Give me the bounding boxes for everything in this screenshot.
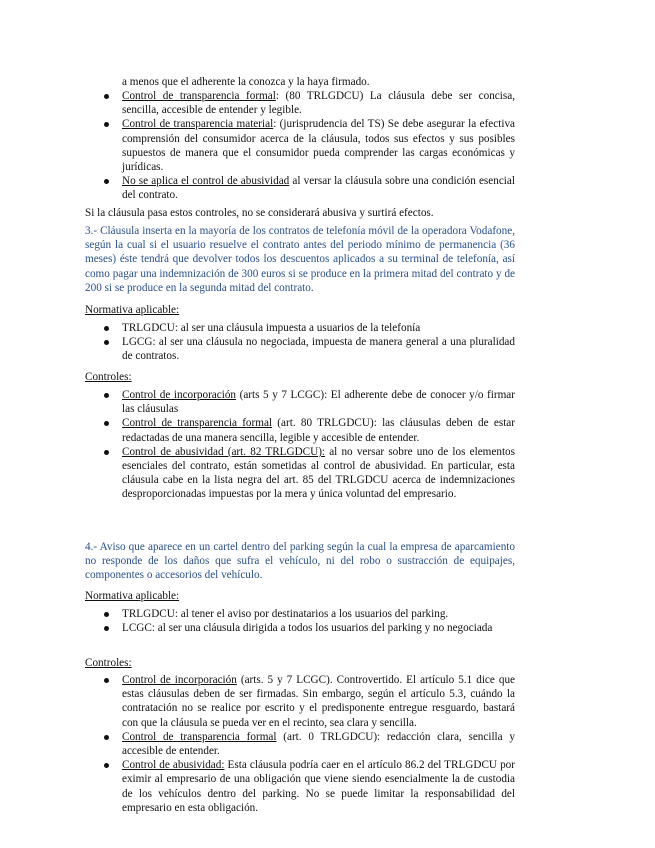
list-item: Control de transparencia material: (jurisprudencia del TS) Se debe asegurar la efectiva comprensión del consumidor acerca de la cláusula, todos sus efectos y sus posibles supuestos de manera que el consumidor pueda comprender las cargas económicas y jurídicas. — [100, 117, 515, 174]
case-3-normativa-list — [100, 321, 515, 364]
list-item: No se aplica el control de abusividad al versar la cláusula sobre una condición esencial del contrato. — [100, 174, 515, 202]
list-item: Control de abusividad (art. 82 TRLGDCU): al no versar sobre uno de los elementos esenciales del contrato, están sometidas al control de abusividad. En particular, esta cláusula cabe en la lista negra del art. 85 del TRLGDCU acerca de indemnizaciones desproporcionadas impuestas por la mera y única voluntad del empresario. — [100, 445, 515, 502]
summary-paragraph: Si la cláusula pasa estos controles, no se considerará abusiva y surtirá efectos. — [85, 207, 434, 219]
case-4-normativa-label: Normativa aplicable: — [85, 590, 180, 602]
list-item: Control de transparencia formal (art. 80 TRLGDCU): las cláusulas deben de estar redactadas de una manera sencilla, legible y accesible de entender. — [100, 416, 515, 444]
list-item: Control de transparencia formal: (80 TRLGDCU) La cláusula debe ser concisa, sencilla, accesible de entender y legible. — [100, 89, 515, 117]
list-item: LCGC: al ser una cláusula dirigida a todos los usuarios del parking y no negociada — [100, 621, 515, 635]
top-bullet-list — [100, 89, 515, 203]
continuation-line: a menos que el adherente la conozca y la haya firmado. — [122, 76, 370, 88]
case-4-normativa-list — [100, 607, 515, 635]
case-3-controles-list — [100, 388, 515, 502]
case-4-heading: 4.- Aviso que aparece en un cartel dentro del parking según la cual la empresa de aparcamiento no responde de los daños que sufra el vehículo, ni del robo o sustracción de equipajes, componentes o accesorios del vehículo. — [85, 541, 515, 582]
list-item: TRLGDCU: al tener el aviso por destinatarios a los usuarios del parking. — [100, 607, 515, 621]
list-item: Control de incorporación (arts 5 y 7 LCGC): El adherente debe de conocer y/o firmar las cláusulas — [100, 388, 515, 416]
list-item: Control de abusividad: Esta cláusula podría caer en el artículo 86.2 del TRLGDCU por eximir al empresario de una obligación que viene siendo esencialmente la de custodia de los vehículos dentro del parking. No se puede limitar la responsabilidad del empresario en esta obligación. — [100, 758, 515, 815]
list-item: LGCG: al ser una cláusula no negociada, impuesta de manera general a una pluralidad de contratos. — [100, 335, 515, 363]
list-item: TRLGDCU: al ser una cláusula impuesta a usuarios de la telefonía — [100, 321, 515, 335]
list-item: Control de transparencia formal (art. 0 TRLGDCU): redacción clara, sencilla y accesible de entender. — [100, 730, 515, 758]
list-item: Control de incorporación (arts. 5 y 7 LCGC). Controvertido. El artículo 5.1 dice que estas cláusulas deben de ser firmadas. Sin embargo, según el artículo 5.3, cuándo la contratación no se realice por escrito y el predisponente entregue resguardo, bastará con que la cláusula se pueda ver en el recinto, sea clara y sencilla. — [100, 673, 515, 730]
case-4-controles-list — [100, 673, 515, 815]
case-3-normativa-label: Normativa aplicable: — [85, 304, 180, 316]
case-3-controles-label: Controles: — [85, 371, 132, 383]
case-3-heading: 3.- Cláusula inserta en la mayoría de los contratos de telefonía móvil de la operadora Vodafone, según la cual si el usuario resuelve el contrato antes del periodo mínimo de permanencia (36 meses) éste tendrá que devolver todos los descuentos aplicados a su terminal de telefonía, así como pagar una indemnización de 300 euros si se produce en la primera mitad del contrato y de 200 si se produce en la segunda mitad del contrato. — [85, 225, 515, 294]
case-4-controles-label: Controles: — [85, 657, 132, 669]
